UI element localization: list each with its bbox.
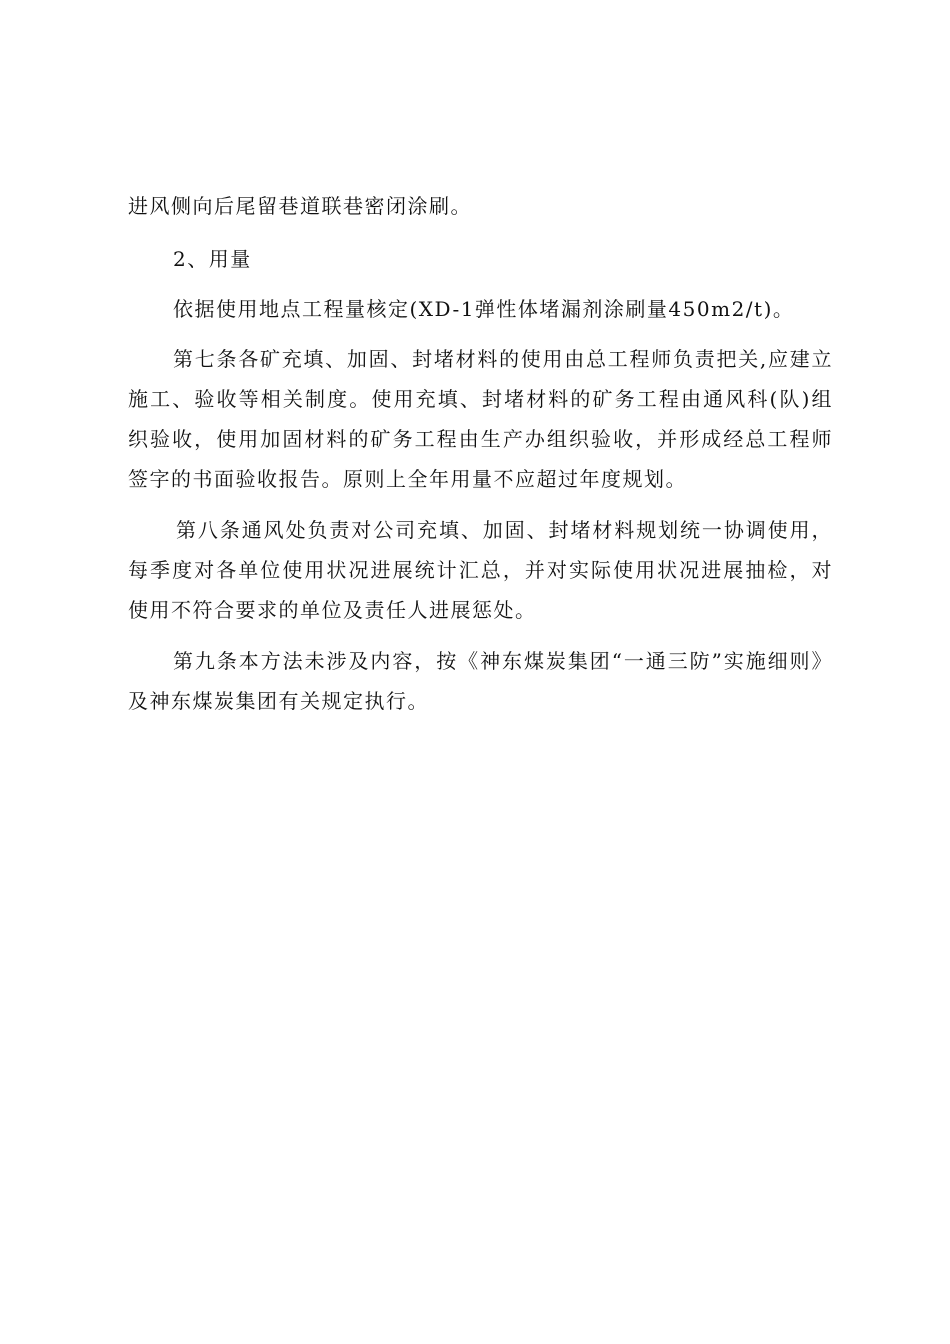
paragraph-article-7: 第七条各矿充填、加固、封堵材料的使用由总工程师负责把关,应建立施工、验收等相关制度。使用充填、封堵材料的矿务工程由通风科(队)组织验收，使用加固材料的矿务工程由生产办组织验收，并形成经总工程师签字的书面验收报告。原则上全年用量不应超过年度规划。 <box>128 347 833 491</box>
paragraph-usage-basis: 依据使用地点工程量核定(XD-1弹性体堵漏剂涂刷量450m2/t)。 <box>173 297 795 321</box>
paragraph-article-9: 第九条本方法未涉及内容，按《神东煤炭集团“一通三防”实施细则》及神东煤炭集团有关规定执行。 <box>128 649 833 713</box>
paragraph-continuation: 进风侧向后尾留巷道联巷密闭涂刷。 <box>128 194 472 218</box>
section-heading-usage: 2、用量 <box>173 247 252 271</box>
paragraph-article-8: 第八条通风处负责对公司充填、加固、封堵材料规划统一协调使用，每季度对各单位使用状况进展统计汇总，并对实际使用状况进展抽检，对使用不符合要求的单位及责任人进展惩处。 <box>128 518 833 622</box>
document-body <box>128 186 833 721</box>
